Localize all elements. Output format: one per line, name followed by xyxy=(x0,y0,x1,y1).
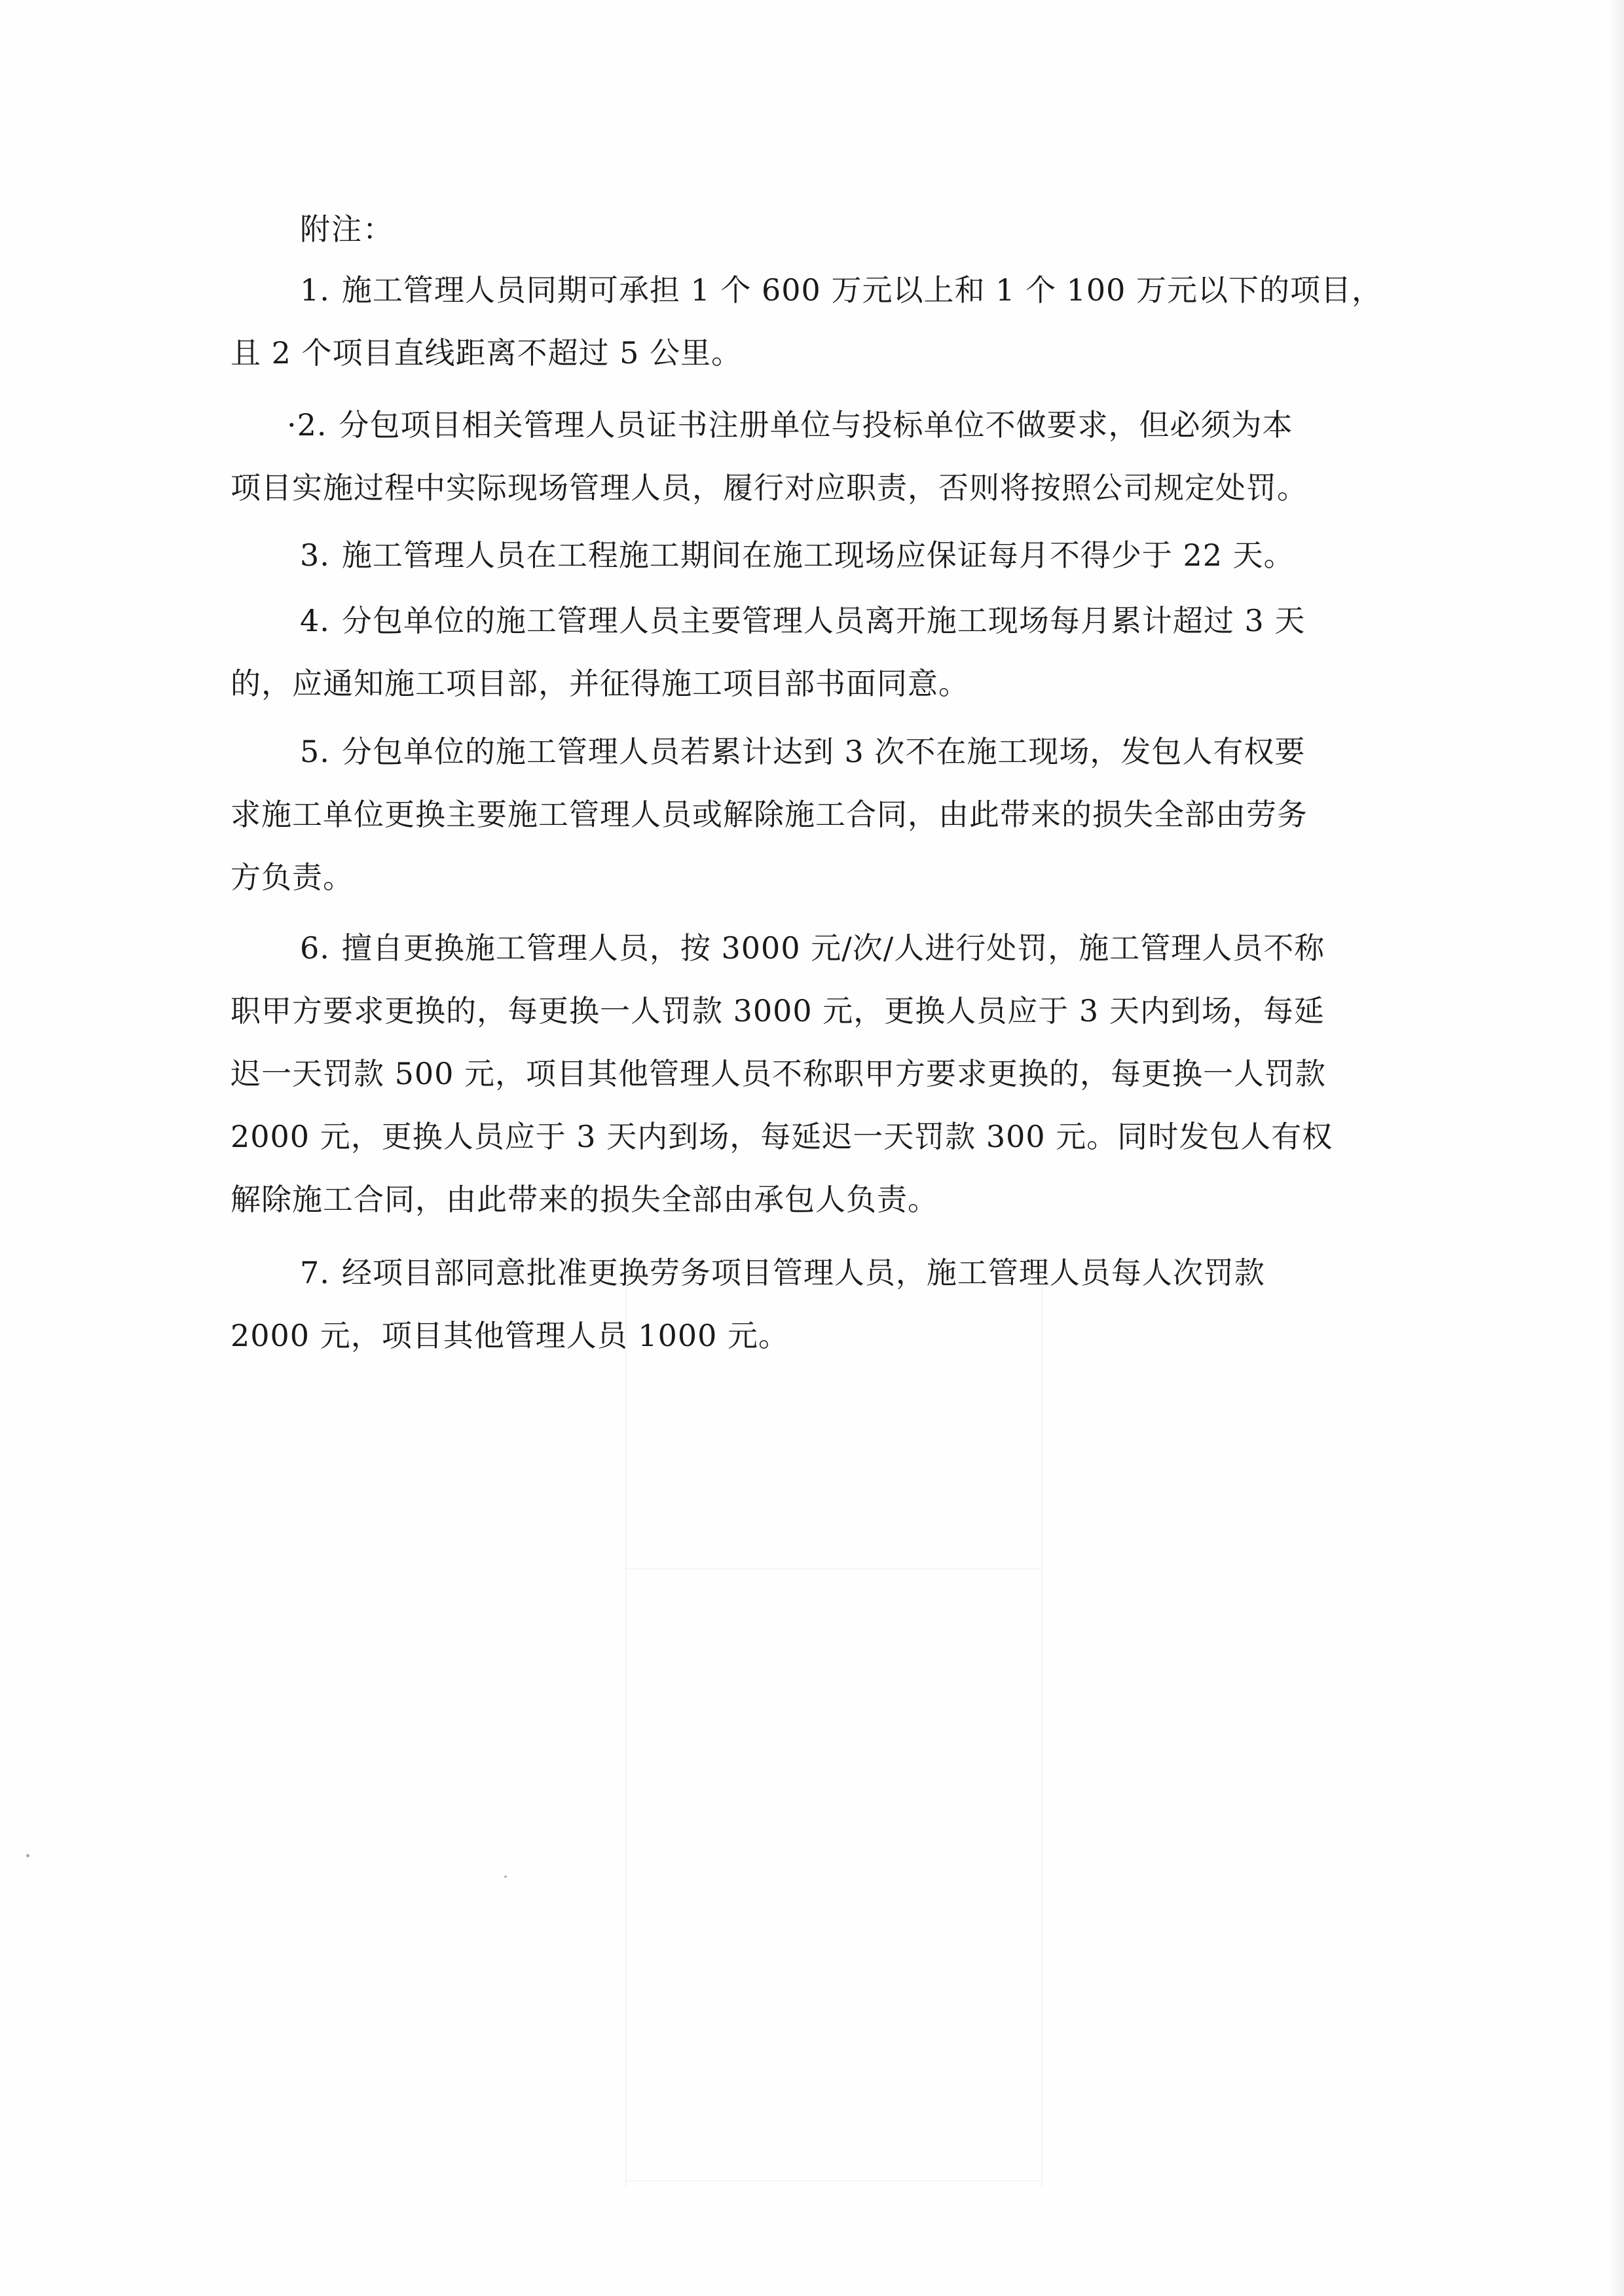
bleed-through-line xyxy=(625,1568,1041,1569)
note-number: 6. xyxy=(300,930,330,966)
note-number: 7. xyxy=(300,1255,330,1290)
note-3 xyxy=(231,524,1370,587)
note-text-line: 分包单位的施工管理人员主要管理人员离开施工现场每月累计超过 3 天 xyxy=(341,603,1306,638)
note-number: 3. xyxy=(300,538,330,573)
note-number: ·2. xyxy=(287,407,327,443)
note-4 xyxy=(231,589,1370,715)
note-text-line: 分包单位的施工管理人员若累计达到 3 次不在施工现场，发包人有权要 xyxy=(341,734,1306,769)
note-number: 4. xyxy=(300,603,330,638)
note-number: 5. xyxy=(300,734,330,769)
note-text-line: 求施工单位更换主要施工管理人员或解除施工合同，由此带来的损失全部由劳务 xyxy=(231,797,1308,832)
note-text-line: 经项目部同意批准更换劳务项目管理人员，施工管理人员每人次罚款 xyxy=(341,1255,1265,1290)
scan-edge-shadow xyxy=(1610,0,1624,2296)
scan-speck xyxy=(26,1854,29,1857)
note-text-line: 方负责。 xyxy=(231,860,354,895)
bleed-through-line xyxy=(625,1283,627,2187)
note-text-line: 职甲方要求更换的，每更换一人罚款 3000 元，更换人员应于 3 天内到场，每延 xyxy=(231,993,1325,1029)
note-1 xyxy=(231,259,1382,384)
note-6 xyxy=(231,917,1370,1231)
note-text-line: 2000 元，更换人员应于 3 天内到场，每延迟一天罚款 300 元。同时发包人有权 xyxy=(231,1119,1333,1154)
heading-notes: 附注： xyxy=(300,211,394,247)
note-5 xyxy=(231,720,1370,909)
note-text-line: 且 2 个项目直线距离不超过 5 公里。 xyxy=(231,335,743,371)
note-text-line: 解除施工合同，由此带来的损失全部由承包人负责。 xyxy=(231,1182,938,1217)
note-text-line: 项目实施过程中实际现场管理人员，履行对应职责，否则将按照公司规定处罚。 xyxy=(231,470,1308,505)
note-number: 1. xyxy=(300,272,330,308)
note-text-line: 施工管理人员在工程施工期间在施工现场应保证每月不得少于 22 天。 xyxy=(341,538,1295,573)
note-7 xyxy=(231,1241,1370,1367)
scan-speck xyxy=(504,1876,507,1878)
note-text-line: 的，应通知施工项目部，并征得施工项目部书面同意。 xyxy=(231,666,969,701)
note-text-line: 分包项目相关管理人员证书注册单位与投标单位不做要求，但必须为本 xyxy=(339,407,1293,443)
note-text-line: 施工管理人员同期可承担 1 个 600 万元以上和 1 个 100 万元以下的项目， xyxy=(341,272,1382,308)
note-text-line: 2000 元，项目其他管理人员 1000 元。 xyxy=(231,1318,789,1353)
bleed-through-line xyxy=(625,2180,1041,2181)
note-text-line: 迟一天罚款 500 元，项目其他管理人员不称职甲方要求更换的，每更换一人罚款 xyxy=(231,1056,1327,1091)
bleed-through-line xyxy=(1041,1283,1043,2187)
note-2 xyxy=(231,393,1370,519)
note-text-line: 擅自更换施工管理人员，按 3000 元/次/人进行处罚，施工管理人员不称 xyxy=(341,930,1325,966)
